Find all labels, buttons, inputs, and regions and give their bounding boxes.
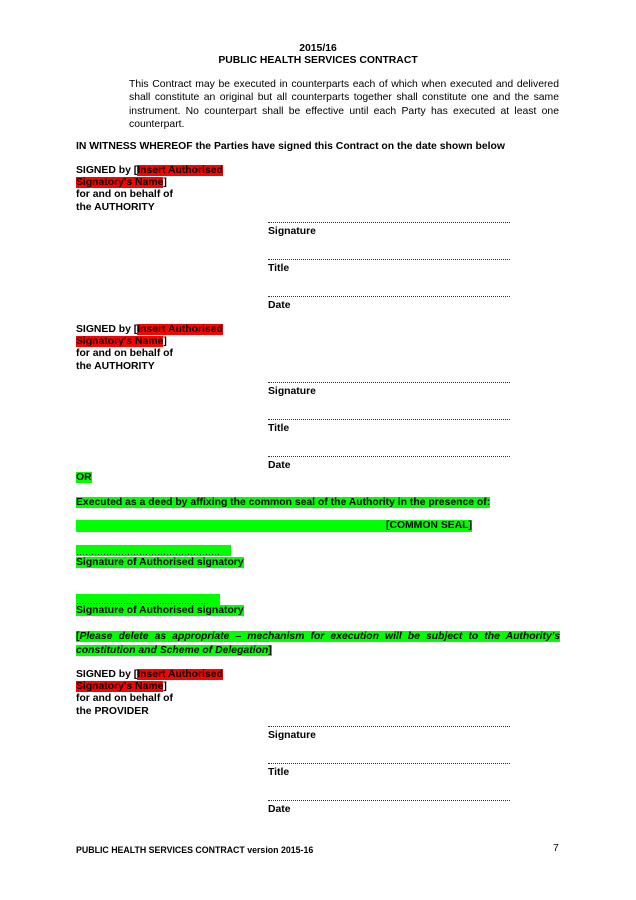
signatory-name-placeholder[interactable]: Insert Authorised xyxy=(137,324,223,335)
execution-note xyxy=(76,630,560,657)
footer-title: PUBLIC HEALTH SERVICES CONTRACT version 2015-16 xyxy=(76,845,314,855)
in-witness-statement: IN WITNESS WHEREOF the Parties have signed this Contract on the date shown below xyxy=(76,141,505,152)
or-label: OR xyxy=(76,472,92,483)
date-label: Date xyxy=(268,460,291,471)
note-open-bracket: [ xyxy=(76,631,80,642)
party-name: the AUTHORITY xyxy=(76,360,155,372)
signatory-name-placeholder[interactable]: Insert Authorised xyxy=(137,165,223,176)
document-title: PUBLIC HEALTH SERVICES CONTRACT xyxy=(218,55,418,66)
party-name: the AUTHORITY xyxy=(76,201,155,213)
signature-block-authority-1 xyxy=(76,165,246,214)
signature-label: Signature xyxy=(268,730,316,741)
title-line[interactable] xyxy=(268,419,510,420)
title-label: Title xyxy=(268,423,290,434)
authorised-signatory-row-1 xyxy=(76,557,244,569)
title-label: Title xyxy=(268,263,290,274)
authorised-signatory-row-2 xyxy=(76,605,244,617)
date-line[interactable] xyxy=(268,456,510,457)
document-year: 2015/16 xyxy=(299,43,337,54)
signature-line[interactable] xyxy=(268,382,510,383)
signatory-name-placeholder-cont[interactable]: Signatory's Name xyxy=(76,336,164,348)
page-number: 7 xyxy=(553,843,559,854)
common-seal-bar xyxy=(76,520,472,532)
party-name: the PROVIDER xyxy=(76,705,149,717)
deed-section xyxy=(76,472,92,484)
close-bracket: ] xyxy=(163,177,167,189)
title-line[interactable] xyxy=(268,763,510,764)
authorised-signatory-label: Signature of Authorised signatory xyxy=(76,605,244,616)
signed-by-label: SIGNED by [ xyxy=(76,669,138,680)
signed-by-label: SIGNED by [ xyxy=(76,324,138,335)
signatory-name-placeholder[interactable]: Insert Authorised xyxy=(137,669,223,680)
signatory-name-placeholder-cont[interactable]: Signatory's Name xyxy=(76,681,164,693)
close-bracket: ] xyxy=(163,681,167,693)
close-bracket: ] xyxy=(163,336,167,348)
note-close-bracket: ] xyxy=(268,644,272,656)
date-line[interactable] xyxy=(268,800,510,801)
title-label: Title xyxy=(268,767,290,778)
authorised-signatory-line-1[interactable] xyxy=(76,545,231,556)
executed-as-deed-row xyxy=(76,497,490,509)
signed-by-label: SIGNED by [ xyxy=(76,165,138,176)
dotted-line: ………………………………………… xyxy=(76,596,209,605)
signature-line[interactable] xyxy=(268,222,510,223)
on-behalf-label: for and on behalf of xyxy=(76,348,173,360)
counterparts-paragraph: This Contract may be executed in counterparts each of which when executed and delivered shall constitute an original but all counterparts together shall constitute one and the same instrument. No counterpart shall be effective until each Party has executed at least one counterpart. xyxy=(129,79,559,130)
signatory-name-placeholder-cont[interactable]: Signatory's Name xyxy=(76,177,164,189)
date-label: Date xyxy=(268,804,291,815)
signature-block-authority-2 xyxy=(76,324,246,373)
title-line[interactable] xyxy=(268,259,510,260)
authorised-signatory-label: Signature of Authorised signatory xyxy=(76,557,244,568)
date-line[interactable] xyxy=(268,296,510,297)
date-label: Date xyxy=(268,300,291,311)
on-behalf-label: for and on behalf of xyxy=(76,693,173,705)
signature-block-provider xyxy=(76,669,246,718)
on-behalf-label: for and on behalf of xyxy=(76,189,173,201)
note-text: Please delete as appropriate – mechanism for execution will be subject to the Authority's constitution and Scheme of Delegation xyxy=(76,631,560,656)
signature-line[interactable] xyxy=(268,726,510,727)
dotted-line: ………………………………………… xyxy=(76,547,220,556)
signature-label: Signature xyxy=(268,386,316,397)
authorised-signatory-line-2[interactable] xyxy=(76,594,220,605)
signature-label: Signature xyxy=(268,226,316,237)
executed-as-deed-text: Executed as a deed by affixing the common seal of the Authority in the presence of: xyxy=(76,497,491,508)
common-seal-label: [COMMON SEAL] xyxy=(385,520,472,531)
